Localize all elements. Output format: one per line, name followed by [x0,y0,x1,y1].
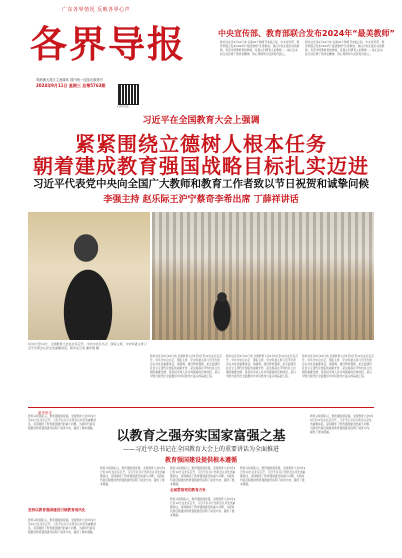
section-divider [28,407,374,408]
second-story-subhead-2: 教育强国建设提供根本遵循 [164,457,237,464]
photo-caption: 9月9日至10日，全国教育大会在北京召开。中共中央总书记、国家主席、中央军委主席习近平出席会议并发表重要讲话。新华社记者 谢环驰 摄 [28,342,147,351]
lead-photo-portrait [28,212,150,340]
second-body-col-5: 教育兴则国家兴，教育强则国家强。全国教育大会9月9日至10日在北京召开，习近平总书记出席会议并发表重要讲话，深刻阐述了教育强国建设的重大问题，为新时代新征程推进教育强国建设指明了前进方向、提供了根本遵循。 [310,414,374,435]
issue-meta: 粤港澳大湾区主流媒体 国内统一连续出版物号 [36,78,103,82]
second-story-subhead: ——习近平总书记在全国教育大会上的重要讲话为全面推进 [122,446,279,453]
issue-date: 2024年9月11日 星期三 总第5763期 [36,83,106,88]
masthead-title: 各界导报 [30,22,186,66]
qr-code-icon[interactable] [118,84,139,105]
second-story-tag: 新华时评 [38,411,52,415]
second-body-col-1b: 教育兴则国家兴，教育强则国家强。全国教育大会9月9日至10日在北京召开，习近平总书记出席会议并发表重要讲话，深刻阐述了教育强国建设的重大问题，为新时代新征程推进教育强国建设指明了前进方向、提供了根本遵循。 [28,518,96,535]
lead-headline-2: 朝着建成教育强国战略目标扎实迈进 [33,154,369,178]
lead-body-col-2: 新华社北京9月10日电 全国教育大会9月9日至10日在北京召开。中共中央总书记、国家主席、中央军委主席习近平出席会议并发表重要讲话。他强调，建设教育强国，是全面建设社会主义现代化国家的战略先导，是实现高水平科技自立自强的重要支撑，是促进全体人民共同富裕的有效途径，是以中国式现代化全面推进中华民族伟大复兴的基础工程。 [226,354,298,379]
second-body-col-4: 教育兴则国家兴，教育强则国家强。全国教育大会9月9日至10日在北京召开，习近平总书记出席会议并发表重要讲话，深刻阐述了教育强国建设的重大问题，为新时代新征程推进教育强国建设指明了前进方向、提供了根本遵循。 [240,466,306,487]
lead-subtitle: 习近平代表党中央向全国广大教师和教育工作者致以节日祝贺和诚挚问候 [33,178,369,190]
second-body-col-3b: 教育兴则国家兴，教育强则国家强。全国教育大会9月9日至10日在北京召开，习近平总书记出席会议并发表重要讲话，深刻阐述了教育强国建设的重大问题，为新时代新征程推进教育强国建设指明了前进方向、提供了根本遵循。 [170,497,236,518]
qr-caption: 扫码关注 [117,104,130,108]
top-story-headline: 中央宣传部、教育部联合发布2024年“最美教师” [218,29,395,38]
lead-headline-1: 紧紧围绕立德树人根本任务 [75,132,327,156]
second-body-col-1: 教育兴则国家兴，教育强则国家强。全国教育大会9月9日至10日在北京召开，习近平总书记出席会议并发表重要讲话，深刻阐述了教育强国建设的重大问题，为新时代新征程推进教育强国建设指明了前进方向、提供了根本遵循。 [28,414,96,431]
masthead-slogan: 广东各界情况 反映各界心声 [62,7,131,13]
lead-photo-meeting [152,212,374,340]
second-section-2: 全面贯彻党的教育方针 [170,488,206,492]
lead-body-col-1: 新华社北京9月10日电 全国教育大会9月9日至10日在北京召开。中共中央总书记、国家主席、中央军委主席习近平出席会议并发表重要讲话。他强调，建设教育强国，是全面建设社会主义现代化国家的战略先导，是实现高水平科技自立自强的重要支撑，是促进全体人民共同富裕的有效途径，是以中国式现代化全面推进中华民族伟大复兴的基础工程。 [150,354,222,379]
lead-body-col-3: 新华社北京9月10日电 全国教育大会9月9日至10日在北京召开。中共中央总书记、国家主席、中央军委主席习近平出席会议并发表重要讲话。他强调，建设教育强国，是全面建设社会主义现代化国家的战略先导，是实现高水平科技自立自强的重要支撑，是促进全体人民共同富裕的有效途径，是以中国式现代化全面推进中华民族伟大复兴的基础工程。 [302,354,374,379]
masthead-meta [36,78,186,88]
top-story-body-cont: 新华社北京9月10日电 在第40个教师节来临之际，中央宣传部、教育部联合发布2024年“最美教师”先进事迹。他们中有扎根乡村的教师，有坚守特殊教育的教师，有潜心科研育人的教师……他们以实际行动诠释了教育家精神，用心用情用力培育时代新人。 [305,40,385,57]
second-section-1: 坚持以教育强国建设引领教育现代化 [28,508,86,512]
top-story-body: 新华社北京9月10日电 在第40个教师节来临之际，中央宣传部、教育部联合发布2024年“最美教师”先进事迹。他们中有扎根乡村的教师，有坚守特殊教育的教师，有潜心科研育人的教师……他们以实际行动诠释了教育家精神，用心用情用力培育时代新人。 [220,40,300,57]
second-body-col-2: 教育兴则国家兴，教育强则国家强。全国教育大会9月9日至10日在北京召开，习近平总书记出席会议并发表重要讲话，深刻阐述了教育强国建设的重大问题，为新时代新征程推进教育强国建设指明了前进方向、提供了根本遵循。 [100,466,166,487]
second-story-headline: 以教育之强夯实国家富强之基 [116,429,286,444]
lead-attendees: 李强主持 赵乐际王沪宁蔡奇李希出席 丁薛祥讲话 [103,195,299,205]
second-body-col-3: 教育兴则国家兴，教育强则国家强。全国教育大会9月9日至10日在北京召开，习近平总书记出席会议并发表重要讲话，深刻阐述了教育强国建设的重大问题，为新时代新征程推进教育强国建设指明了前进方向、提供了根本遵循。 [170,466,236,487]
lead-pre-title: 习近平在全国教育大会上强调 [142,116,260,126]
